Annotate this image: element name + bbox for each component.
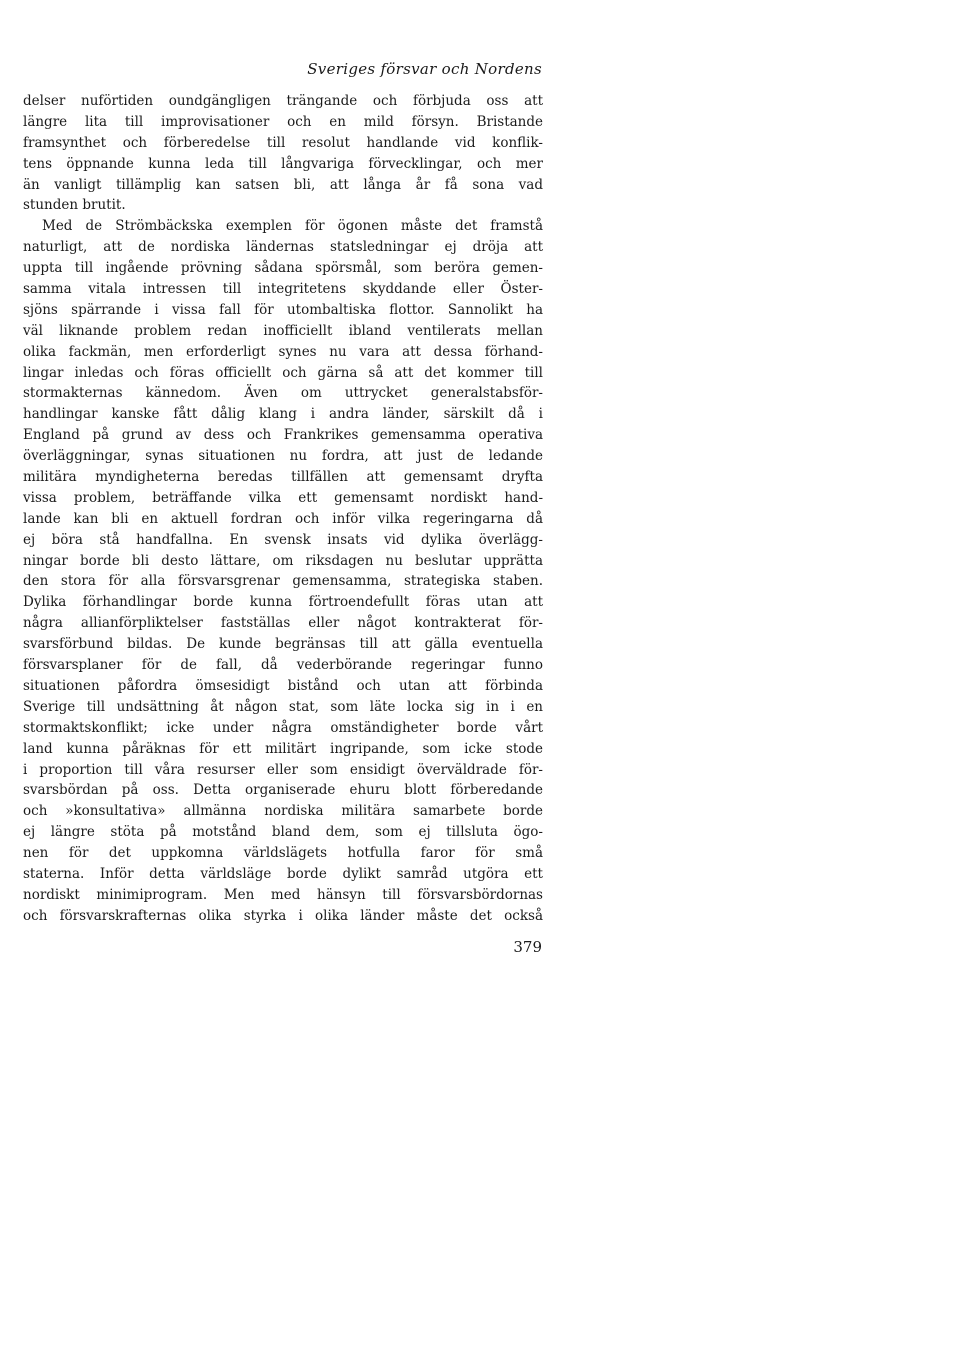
text-line: delser nuförtiden oundgängligen trängande och förbjuda oss att: [23, 93, 543, 109]
text-line: överläggningar, synas situationen nu fordra, att just de ledande: [23, 448, 543, 465]
text-line: ningar borde bli desto lättare, om riksdagen nu beslutar upprätta: [23, 552, 543, 569]
text-line: svarsförbund bildas. De kunde begränsas till att gälla eventuella: [23, 636, 543, 653]
page-number: 379: [513, 938, 542, 956]
paragraph-1: [23, 91, 543, 216]
text-line: staterna. Inför detta världsläge borde dylikt samråd utgöra ett: [23, 865, 543, 882]
text-line: tens öppnande kunna leda till långvariga förvecklingar, och mer: [23, 155, 543, 172]
text-line: ej böra stå handfallna. En svensk insats vid dylika överlägg-: [23, 531, 543, 548]
text-line: i proportion till våra resurser eller som ensidigt överväldrade för-: [23, 761, 543, 778]
text-line: vissa problem, beträffande vilka ett gemensamt nordiskt hand-: [23, 489, 543, 506]
body-text: [23, 91, 543, 927]
text-line: sjöns spärrande i vissa fall för utombaltiska flottor. Sannolikt ha: [23, 301, 543, 318]
text-line: försvarsplaner för de fall, då vederbörande regeringar funno: [23, 657, 543, 674]
text-line: några allianförpliktelser fastställas eller något kontrakterat för-: [23, 615, 543, 632]
text-line: stunden brutit.: [23, 197, 126, 214]
text-line: Med de Strömbäckska exemplen för ögonen måste det framstå: [42, 218, 543, 235]
text-line: väl liknande problem redan inofficiellt ibland ventilerats mellan: [23, 322, 543, 339]
text-line: framsynthet och förberedelse till resolut handlande vid konflik-: [23, 134, 543, 151]
paragraph-2: [23, 216, 543, 926]
text-line: stormakternas kännedom. Även om uttrycket generalstabsför-: [23, 385, 543, 402]
text-line: samma vitala intressen till integritetens skyddande eller Öster-: [23, 281, 543, 298]
text-line: längre lita till improvisationer och en mild försyn. Bristande: [23, 113, 543, 130]
text-line: Dylika förhandlingar borde kunna förtroendefullt föras utan att: [23, 594, 543, 611]
text-line: ej längre stöta på motstånd bland dem, som ej tillsluta ögo-: [23, 824, 543, 841]
text-line: land kunna påräknas för ett militärt ingripande, som icke stode: [23, 740, 543, 757]
text-line: nordiskt minimiprogram. Men med hänsyn till försvarsbördornas: [23, 886, 543, 903]
text-line: situationen påfordra ömsesidigt bistånd och utan att förbinda: [23, 677, 543, 694]
text-line: lingar inledas och föras officiellt och gärna så att det kommer till: [23, 364, 543, 381]
text-line: nen för det uppkomna världslägets hotfulla faror för små: [23, 845, 543, 862]
text-line: än vanligt tillämplig kan satsen bli, att långa år få sona vad: [23, 176, 543, 193]
text-line: den stora för alla försvarsgrenar gemensamma, strategiska staben.: [23, 573, 543, 590]
text-line: och försvarskrafternas olika styrka i olika länder måste det också: [23, 907, 543, 924]
text-line: militära myndigheterna beredas tillfällen att gemensamt dryfta: [23, 469, 543, 486]
running-head-title: Sveriges försvar och Nordens: [307, 60, 542, 78]
text-line: England på grund av dess och Frankrikes gemensamma operativa: [23, 427, 543, 444]
text-line: uppta till ingående prövning sådana spörsmål, som beröra gemen-: [23, 260, 543, 277]
text-line: Sverige till undsättning åt någon stat, som läte locka sig in i en: [23, 698, 543, 715]
text-line: stormaktskonflikt; icke under några omständigheter borde vårt: [23, 719, 543, 736]
text-line: lande kan bli en aktuell fordran och inför vilka regeringarna då: [23, 510, 543, 527]
text-line: naturligt, att de nordiska ländernas statsledningar ej dröja att: [23, 239, 543, 256]
text-line: och »konsultativa» allmänna nordiska militära samarbete borde: [23, 803, 543, 820]
text-line: olika fackmän, men erforderligt synes nu vara att dessa förhand-: [23, 343, 543, 360]
text-line: handlingar kanske fått dålig klang i andra länder, särskilt då i: [23, 406, 543, 423]
text-line: svarsbördan på oss. Detta organiserade ehuru blott förberedande: [23, 782, 543, 799]
